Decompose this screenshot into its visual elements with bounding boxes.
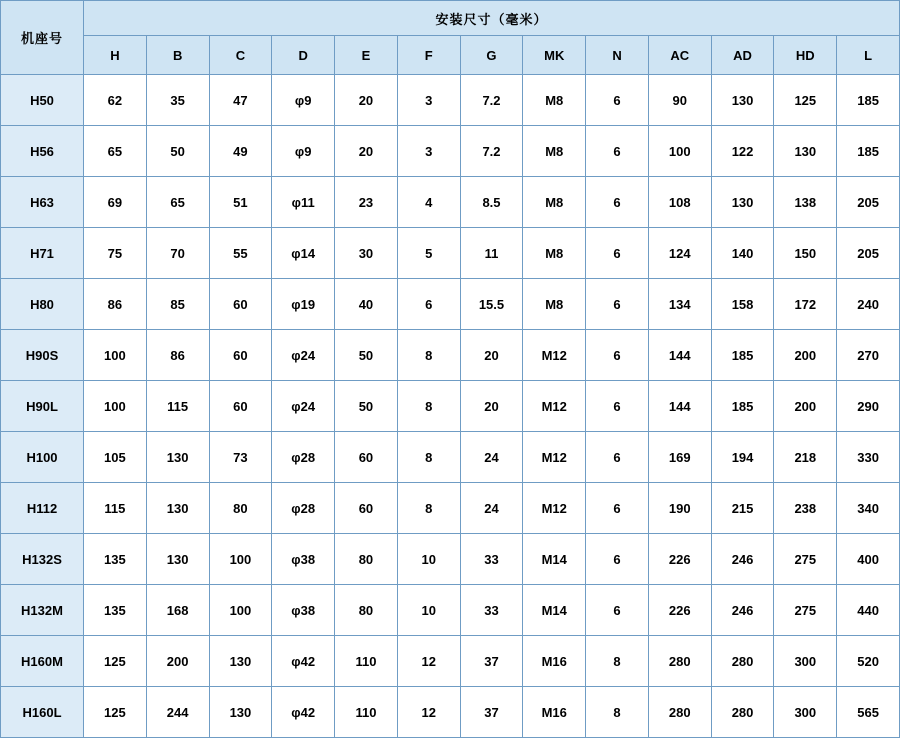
cell-b: 130 <box>146 483 209 534</box>
cell-mk: M12 <box>523 483 586 534</box>
cell-e: 40 <box>335 279 398 330</box>
row-label: H112 <box>1 483 84 534</box>
table-row <box>1 585 900 636</box>
cell-n: 6 <box>586 228 649 279</box>
table-row <box>1 687 900 738</box>
cell-hd: 150 <box>774 228 837 279</box>
cell-b: 244 <box>146 687 209 738</box>
cell-e: 60 <box>335 432 398 483</box>
cell-h: 125 <box>84 636 147 687</box>
row-label: H160L <box>1 687 84 738</box>
cell-g: 20 <box>460 381 523 432</box>
cell-e: 20 <box>335 75 398 126</box>
cell-b: 65 <box>146 177 209 228</box>
cell-mk: M8 <box>523 279 586 330</box>
cell-f: 8 <box>397 381 460 432</box>
cell-h: 135 <box>84 585 147 636</box>
cell-ad: 140 <box>711 228 774 279</box>
cell-ac: 226 <box>648 585 711 636</box>
cell-ac: 124 <box>648 228 711 279</box>
cell-hd: 218 <box>774 432 837 483</box>
row-label: H80 <box>1 279 84 330</box>
table-row <box>1 330 900 381</box>
cell-g: 33 <box>460 585 523 636</box>
cell-l: 565 <box>837 687 900 738</box>
header-col-b: B <box>146 36 209 75</box>
cell-l: 330 <box>837 432 900 483</box>
table-row <box>1 75 900 126</box>
cell-ad: 215 <box>711 483 774 534</box>
cell-ad: 185 <box>711 381 774 432</box>
cell-ac: 144 <box>648 330 711 381</box>
cell-f: 6 <box>397 279 460 330</box>
cell-g: 37 <box>460 687 523 738</box>
cell-mk: M14 <box>523 534 586 585</box>
cell-l: 290 <box>837 381 900 432</box>
cell-l: 340 <box>837 483 900 534</box>
table-row <box>1 228 900 279</box>
cell-g: 33 <box>460 534 523 585</box>
cell-e: 30 <box>335 228 398 279</box>
cell-h: 125 <box>84 687 147 738</box>
table-row <box>1 534 900 585</box>
cell-ad: 158 <box>711 279 774 330</box>
cell-e: 20 <box>335 126 398 177</box>
cell-ac: 169 <box>648 432 711 483</box>
cell-n: 6 <box>586 483 649 534</box>
cell-ac: 90 <box>648 75 711 126</box>
cell-b: 200 <box>146 636 209 687</box>
cell-c: 130 <box>209 687 272 738</box>
cell-d: φ14 <box>272 228 335 279</box>
cell-l: 185 <box>837 75 900 126</box>
cell-e: 110 <box>335 687 398 738</box>
cell-n: 8 <box>586 687 649 738</box>
cell-g: 15.5 <box>460 279 523 330</box>
cell-ad: 130 <box>711 177 774 228</box>
cell-h: 100 <box>84 381 147 432</box>
cell-ad: 280 <box>711 687 774 738</box>
cell-h: 65 <box>84 126 147 177</box>
table-row <box>1 432 900 483</box>
header-col-ad: AD <box>711 36 774 75</box>
cell-n: 6 <box>586 126 649 177</box>
cell-f: 8 <box>397 432 460 483</box>
cell-c: 47 <box>209 75 272 126</box>
cell-b: 70 <box>146 228 209 279</box>
cell-mk: M14 <box>523 585 586 636</box>
cell-hd: 138 <box>774 177 837 228</box>
cell-h: 86 <box>84 279 147 330</box>
header-col-h: H <box>84 36 147 75</box>
cell-mk: M16 <box>523 687 586 738</box>
cell-h: 62 <box>84 75 147 126</box>
cell-b: 115 <box>146 381 209 432</box>
header-col-n: N <box>586 36 649 75</box>
cell-f: 5 <box>397 228 460 279</box>
cell-mk: M12 <box>523 381 586 432</box>
cell-d: φ38 <box>272 534 335 585</box>
cell-e: 60 <box>335 483 398 534</box>
row-label: H50 <box>1 75 84 126</box>
cell-hd: 125 <box>774 75 837 126</box>
cell-c: 73 <box>209 432 272 483</box>
cell-d: φ42 <box>272 687 335 738</box>
table-header <box>1 1 900 75</box>
cell-d: φ28 <box>272 432 335 483</box>
cell-g: 20 <box>460 330 523 381</box>
header-row-columns <box>1 36 900 75</box>
cell-e: 110 <box>335 636 398 687</box>
cell-b: 168 <box>146 585 209 636</box>
cell-mk: M12 <box>523 330 586 381</box>
cell-mk: M8 <box>523 177 586 228</box>
cell-h: 75 <box>84 228 147 279</box>
cell-ad: 185 <box>711 330 774 381</box>
cell-g: 11 <box>460 228 523 279</box>
cell-h: 69 <box>84 177 147 228</box>
cell-n: 8 <box>586 636 649 687</box>
cell-b: 85 <box>146 279 209 330</box>
cell-ad: 280 <box>711 636 774 687</box>
cell-ad: 194 <box>711 432 774 483</box>
header-col-ac: AC <box>648 36 711 75</box>
table-row <box>1 279 900 330</box>
cell-l: 520 <box>837 636 900 687</box>
cell-ad: 246 <box>711 534 774 585</box>
table-row <box>1 126 900 177</box>
cell-h: 100 <box>84 330 147 381</box>
cell-e: 80 <box>335 534 398 585</box>
row-label: H71 <box>1 228 84 279</box>
cell-f: 12 <box>397 636 460 687</box>
cell-c: 55 <box>209 228 272 279</box>
header-col-l: L <box>837 36 900 75</box>
cell-d: φ42 <box>272 636 335 687</box>
cell-ac: 280 <box>648 636 711 687</box>
cell-l: 240 <box>837 279 900 330</box>
cell-b: 130 <box>146 534 209 585</box>
cell-c: 60 <box>209 381 272 432</box>
cell-c: 100 <box>209 534 272 585</box>
cell-ac: 226 <box>648 534 711 585</box>
header-col-c: C <box>209 36 272 75</box>
header-col-mk: MK <box>523 36 586 75</box>
cell-n: 6 <box>586 585 649 636</box>
cell-g: 24 <box>460 432 523 483</box>
cell-b: 50 <box>146 126 209 177</box>
cell-l: 205 <box>837 228 900 279</box>
cell-mk: M8 <box>523 228 586 279</box>
cell-b: 130 <box>146 432 209 483</box>
cell-n: 6 <box>586 279 649 330</box>
row-label: H63 <box>1 177 84 228</box>
cell-ad: 122 <box>711 126 774 177</box>
row-label: H56 <box>1 126 84 177</box>
cell-g: 24 <box>460 483 523 534</box>
cell-hd: 238 <box>774 483 837 534</box>
cell-n: 6 <box>586 75 649 126</box>
cell-d: φ24 <box>272 381 335 432</box>
cell-g: 7.2 <box>460 126 523 177</box>
header-col-g: G <box>460 36 523 75</box>
cell-c: 60 <box>209 279 272 330</box>
cell-ac: 280 <box>648 687 711 738</box>
cell-f: 8 <box>397 330 460 381</box>
cell-d: φ38 <box>272 585 335 636</box>
cell-e: 50 <box>335 381 398 432</box>
cell-ac: 108 <box>648 177 711 228</box>
table-body <box>1 75 900 738</box>
cell-hd: 300 <box>774 687 837 738</box>
cell-n: 6 <box>586 432 649 483</box>
cell-l: 205 <box>837 177 900 228</box>
cell-c: 60 <box>209 330 272 381</box>
cell-mk: M8 <box>523 75 586 126</box>
cell-f: 10 <box>397 534 460 585</box>
cell-h: 135 <box>84 534 147 585</box>
cell-g: 7.2 <box>460 75 523 126</box>
header-col-hd: HD <box>774 36 837 75</box>
cell-c: 80 <box>209 483 272 534</box>
cell-d: φ9 <box>272 126 335 177</box>
cell-n: 6 <box>586 177 649 228</box>
cell-n: 6 <box>586 381 649 432</box>
row-label: H132M <box>1 585 84 636</box>
cell-g: 8.5 <box>460 177 523 228</box>
header-col-f: F <box>397 36 460 75</box>
cell-d: φ11 <box>272 177 335 228</box>
table-row <box>1 381 900 432</box>
header-col-e: E <box>335 36 398 75</box>
cell-c: 130 <box>209 636 272 687</box>
cell-l: 270 <box>837 330 900 381</box>
table-row <box>1 177 900 228</box>
cell-c: 100 <box>209 585 272 636</box>
cell-d: φ28 <box>272 483 335 534</box>
row-label: H160M <box>1 636 84 687</box>
header-col-d: D <box>272 36 335 75</box>
cell-hd: 200 <box>774 381 837 432</box>
cell-mk: M8 <box>523 126 586 177</box>
cell-ad: 246 <box>711 585 774 636</box>
cell-h: 115 <box>84 483 147 534</box>
cell-ad: 130 <box>711 75 774 126</box>
cell-hd: 130 <box>774 126 837 177</box>
cell-e: 50 <box>335 330 398 381</box>
cell-b: 35 <box>146 75 209 126</box>
cell-hd: 200 <box>774 330 837 381</box>
cell-l: 400 <box>837 534 900 585</box>
table-row <box>1 483 900 534</box>
cell-l: 185 <box>837 126 900 177</box>
cell-f: 3 <box>397 75 460 126</box>
row-label: H90S <box>1 330 84 381</box>
cell-hd: 300 <box>774 636 837 687</box>
cell-f: 8 <box>397 483 460 534</box>
header-row-group <box>1 1 900 36</box>
cell-hd: 275 <box>774 534 837 585</box>
cell-d: φ19 <box>272 279 335 330</box>
cell-hd: 172 <box>774 279 837 330</box>
cell-n: 6 <box>586 330 649 381</box>
row-label: H90L <box>1 381 84 432</box>
cell-l: 440 <box>837 585 900 636</box>
cell-ac: 134 <box>648 279 711 330</box>
cell-ac: 100 <box>648 126 711 177</box>
cell-g: 37 <box>460 636 523 687</box>
row-label: H100 <box>1 432 84 483</box>
cell-f: 4 <box>397 177 460 228</box>
cell-mk: M12 <box>523 432 586 483</box>
cell-e: 80 <box>335 585 398 636</box>
cell-h: 105 <box>84 432 147 483</box>
cell-f: 10 <box>397 585 460 636</box>
cell-d: φ9 <box>272 75 335 126</box>
row-label: H132S <box>1 534 84 585</box>
cell-b: 86 <box>146 330 209 381</box>
cell-e: 23 <box>335 177 398 228</box>
cell-ac: 190 <box>648 483 711 534</box>
cell-mk: M16 <box>523 636 586 687</box>
cell-f: 12 <box>397 687 460 738</box>
header-mounting-dimensions: 安装尺寸（毫米） <box>84 1 900 36</box>
cell-f: 3 <box>397 126 460 177</box>
cell-c: 51 <box>209 177 272 228</box>
cell-ac: 144 <box>648 381 711 432</box>
cell-c: 49 <box>209 126 272 177</box>
table-row <box>1 636 900 687</box>
cell-hd: 275 <box>774 585 837 636</box>
cell-d: φ24 <box>272 330 335 381</box>
header-frame-number: 机座号 <box>1 1 84 75</box>
cell-n: 6 <box>586 534 649 585</box>
